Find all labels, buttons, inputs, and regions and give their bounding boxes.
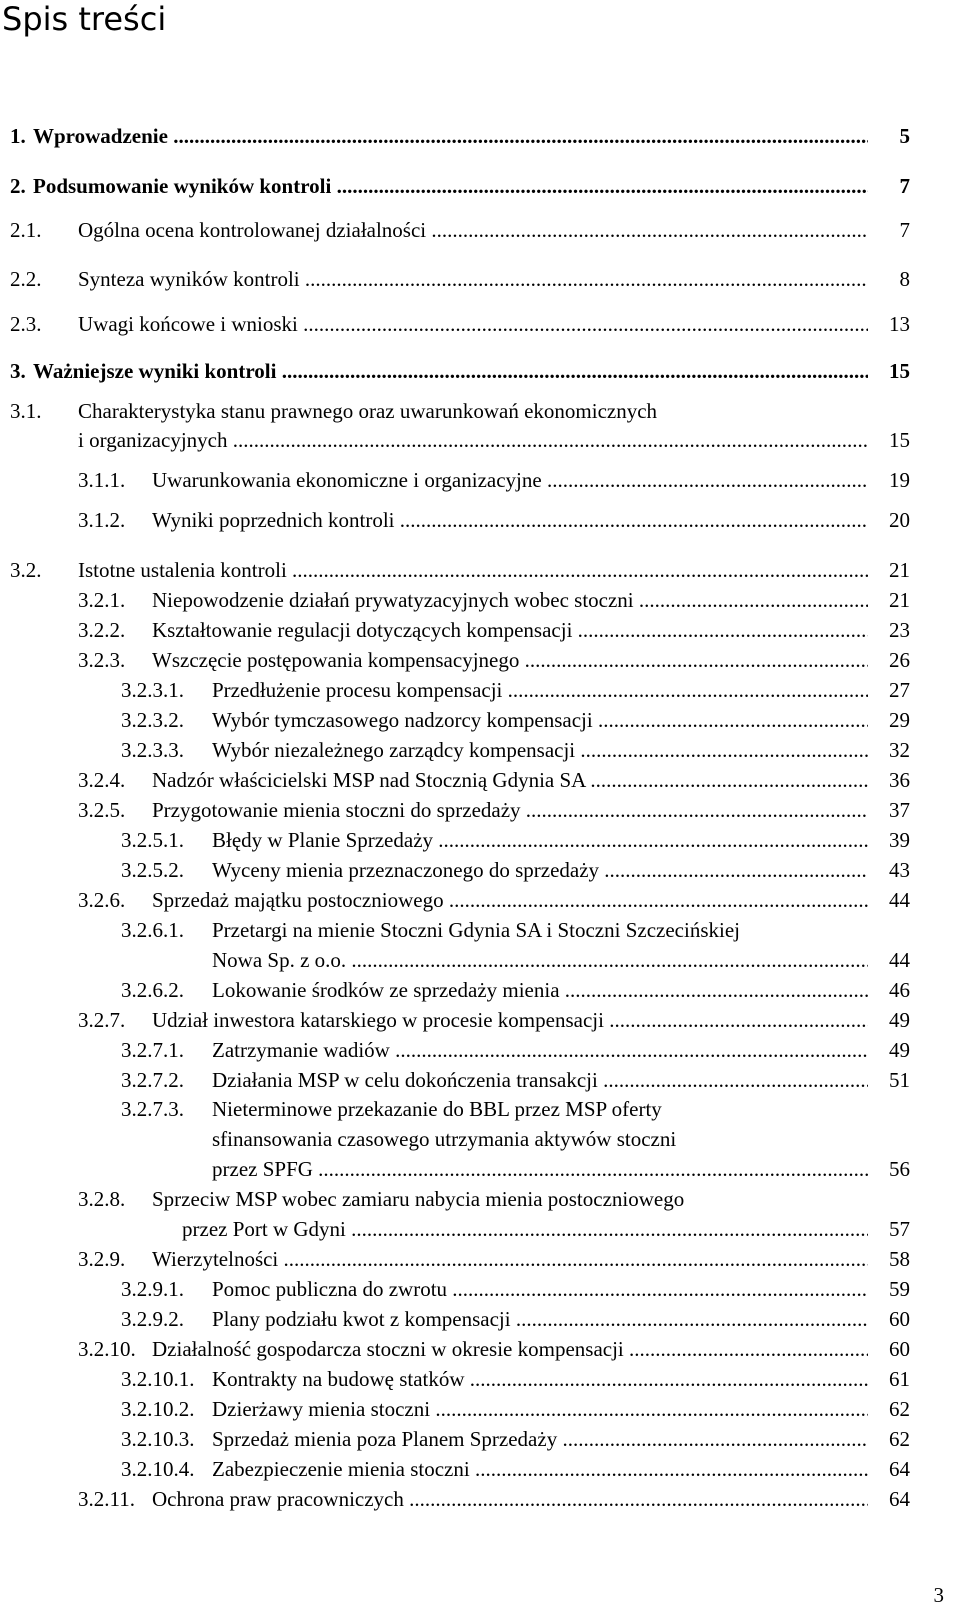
toc-entry-page: 32 xyxy=(889,738,910,762)
toc-entry-page: 51 xyxy=(889,1068,910,1092)
toc-entry[interactable] xyxy=(0,1035,960,1065)
toc-entry[interactable] xyxy=(0,885,960,915)
toc-entry[interactable] xyxy=(0,309,960,339)
toc-entry-title: Sprzeciw MSP wobec zamiaru nabycia mienia postoczniowego xyxy=(152,1187,685,1211)
toc-entry-page: 44 xyxy=(889,888,910,912)
toc-entry-number: 2.3. xyxy=(10,312,42,336)
toc-entry-title: Lokowanie środków ze sprzedaży mienia ..... xyxy=(212,975,868,1005)
toc-entry-number: 3.1. xyxy=(10,399,42,423)
toc-entry-number: 3.2.7.3. xyxy=(121,1097,184,1121)
toc-entry-page: 36 xyxy=(889,768,910,792)
toc-entry-number: 2.2. xyxy=(10,267,42,291)
toc-entry-title: Kształtowanie regulacji dotyczących kompensacji ..... xyxy=(152,615,868,645)
toc-entry[interactable] xyxy=(0,505,960,535)
toc-entry[interactable] xyxy=(0,705,960,735)
toc-entry-title: Przetargi na mienie Stoczni Gdynia SA i Stoczni Szczecińskiej xyxy=(212,918,740,942)
toc-entry-number: 3.2.10.4. xyxy=(121,1457,195,1481)
toc-entry-number: 1. xyxy=(10,124,26,148)
toc-entry-title: Wyniki poprzednich kontroli ..... xyxy=(152,505,868,535)
toc-entry[interactable] xyxy=(0,1364,960,1394)
toc-entry-page: 44 xyxy=(889,948,910,972)
toc-entry-title: Nieterminowe przekazanie do BBL przez MSP oferty xyxy=(212,1097,662,1121)
toc-entry-title: Udział inwestora katarskiego w procesie kompensacji ..... xyxy=(152,1005,868,1035)
toc-entry-number: 3.1.1. xyxy=(78,468,126,492)
toc-entry-number: 3.2.10.3. xyxy=(121,1427,195,1451)
toc-entry-title: Działalność gospodarcza stoczni w okresie kompensacji ..... xyxy=(152,1334,868,1364)
toc-entry[interactable] xyxy=(0,615,960,645)
toc-entry-title: Wszczęcie postępowania kompensacyjnego ..... xyxy=(152,645,868,675)
toc-entry-number: 3. xyxy=(10,359,26,383)
toc-entry-number: 2.1. xyxy=(10,218,42,242)
toc-entry-number: 3.2.5.2. xyxy=(121,858,184,882)
toc-entry-title: Przygotowanie mienia stoczni do sprzedaży ..... xyxy=(152,795,868,825)
toc-entry-title: Kontrakty na budowę statków ..... xyxy=(212,1364,868,1394)
toc-entry-number: 3.2.6.2. xyxy=(121,978,184,1002)
toc-entry-page: 7 xyxy=(899,174,910,198)
toc-entry-title: Synteza wyników kontroli ..... xyxy=(78,264,868,294)
toc-entry-number: 3.2.7.2. xyxy=(121,1068,184,1092)
toc-entry-page: 64 xyxy=(889,1457,910,1481)
toc-entry-title: Uwagi końcowe i wnioski ..... xyxy=(78,309,868,339)
toc-entry-title: Przedłużenie procesu kompensacji ..... xyxy=(212,675,868,705)
toc-entry-number: 3.2. xyxy=(10,558,42,582)
toc-entry[interactable] xyxy=(0,1394,960,1424)
toc-entry-number: 3.2.10.2. xyxy=(121,1397,195,1421)
toc-entry-number: 3.2.3.2. xyxy=(121,708,184,732)
toc-entry-number: 3.2.5.1. xyxy=(121,828,184,852)
toc-entry-title: Sprzedaż majątku postoczniowego ..... xyxy=(152,885,868,915)
page-number: 3 xyxy=(933,1583,944,1607)
toc-entry-title: Podsumowanie wyników kontroli ..... xyxy=(33,171,868,201)
toc-entry-number: 3.2.7. xyxy=(78,1008,126,1032)
toc-entry-title-continued: sfinansowania czasowego utrzymania aktywów stoczni xyxy=(212,1127,677,1151)
toc-entry-number: 3.2.9. xyxy=(78,1247,126,1271)
toc-entry[interactable] xyxy=(0,1484,960,1514)
toc-entry[interactable] xyxy=(0,795,960,825)
toc-entry-title: Niepowodzenie działań prywatyzacyjnych wobec stoczni ..... xyxy=(152,585,868,615)
toc-entry-page: 15 xyxy=(889,359,910,383)
toc-entry-number: 3.2.8. xyxy=(78,1187,126,1211)
toc-entry-number: 3.2.7.1. xyxy=(121,1038,184,1062)
toc-entry-title-continued: Nowa Sp. z o.o. ..... xyxy=(212,945,868,975)
toc-entry-title: Uwarunkowania ekonomiczne i organizacyjne ..... xyxy=(152,465,868,495)
toc-entry-title: Plany podziału kwot z kompensacji ..... xyxy=(212,1304,868,1334)
toc-entry-page: 39 xyxy=(889,828,910,852)
toc-entry[interactable] xyxy=(0,264,960,294)
toc-entry[interactable] xyxy=(0,1244,960,1274)
toc-entry[interactable] xyxy=(0,555,960,585)
toc-entry[interactable] xyxy=(0,356,960,386)
toc-entry-page: 21 xyxy=(889,558,910,582)
toc-entry-title: Błędy w Planie Sprzedaży ..... xyxy=(212,825,868,855)
toc-entry-page: 37 xyxy=(889,798,910,822)
toc-entry-page: 13 xyxy=(889,312,910,336)
toc-entry-title-continued: przez SPFG ..... xyxy=(212,1154,868,1184)
toc-entry-number: 3.1.2. xyxy=(78,508,126,532)
toc-entry[interactable] xyxy=(0,465,960,495)
toc-entry[interactable] xyxy=(0,645,960,675)
toc-entry-title: Ogólna ocena kontrolowanej działalności ..... xyxy=(78,215,868,245)
toc-entry[interactable] xyxy=(0,215,960,245)
toc-entry-title: Charakterystyka stanu prawnego oraz uwarunkowań ekonomicznych xyxy=(78,399,658,423)
toc-entry-title-continued: i organizacyjnych ..... xyxy=(78,425,868,455)
toc-entry-title-continued: przez Port w Gdyni ..... xyxy=(182,1214,868,1244)
toc-entry-page: 56 xyxy=(889,1157,910,1181)
toc-entry-title: Ochrona praw pracowniczych ..... xyxy=(152,1484,868,1514)
toc-entry[interactable] xyxy=(0,1094,960,1184)
toc-entry[interactable] xyxy=(0,1334,960,1364)
toc-entry-page: 26 xyxy=(889,648,910,672)
toc-entry-title: Pomoc publiczna do zwrotu ..... xyxy=(212,1274,868,1304)
toc-entry-page: 27 xyxy=(889,678,910,702)
toc-entry-page: 59 xyxy=(889,1277,910,1301)
toc-entry[interactable] xyxy=(0,1274,960,1304)
toc-entry-page: 64 xyxy=(889,1487,910,1511)
toc-entry-number: 3.2.2. xyxy=(78,618,126,642)
toc-entry-page: 60 xyxy=(889,1307,910,1331)
toc-entry[interactable] xyxy=(0,1454,960,1484)
toc-entry-title: Działania MSP w celu dokończenia transakcji ..... xyxy=(212,1065,868,1095)
toc-entry-number: 3.2.10. xyxy=(78,1337,136,1361)
toc-entry-page: 62 xyxy=(889,1397,910,1421)
toc-entry-page: 8 xyxy=(899,267,910,291)
toc-entry-page: 49 xyxy=(889,1038,910,1062)
toc-entry[interactable] xyxy=(0,1184,960,1244)
toc-entry-number: 3.2.6.1. xyxy=(121,918,184,942)
toc-entry[interactable] xyxy=(0,975,960,1005)
toc-entry[interactable] xyxy=(0,585,960,615)
toc-entry[interactable] xyxy=(0,825,960,855)
toc-entry[interactable] xyxy=(0,396,960,455)
toc-entry[interactable] xyxy=(0,121,960,151)
toc-entry-title: Zatrzymanie wadiów ..... xyxy=(212,1035,868,1065)
toc-entry-page: 5 xyxy=(899,124,910,148)
toc-entry-page: 15 xyxy=(889,428,910,452)
toc-entry-page: 7 xyxy=(899,218,910,242)
toc-entry[interactable] xyxy=(0,1005,960,1035)
toc-entry-title: Sprzedaż mienia poza Planem Sprzedaży ..... xyxy=(212,1424,868,1454)
toc-entry-title: Zabezpieczenie mienia stoczni ..... xyxy=(212,1454,868,1484)
toc-entry-title: Wprowadzenie ..... xyxy=(33,121,868,151)
toc-entry-title: Ważniejsze wyniki kontroli ..... xyxy=(33,356,868,386)
toc-entry[interactable] xyxy=(0,915,960,975)
toc-entry[interactable] xyxy=(0,855,960,885)
toc-entry-title: Wierzytelności ..... xyxy=(152,1244,868,1274)
toc-entry-number: 3.2.1. xyxy=(78,588,126,612)
toc-entry[interactable] xyxy=(0,1304,960,1334)
toc-entry[interactable] xyxy=(0,171,960,201)
toc-entry-page: 29 xyxy=(889,708,910,732)
toc-entry-number: 3.2.9.1. xyxy=(121,1277,184,1301)
toc-entry-page: 62 xyxy=(889,1427,910,1451)
toc-entry-page: 49 xyxy=(889,1008,910,1032)
toc-entry-page: 19 xyxy=(889,468,910,492)
toc-entry-title: Wybór niezależnego zarządcy kompensacji ..... xyxy=(212,735,868,765)
toc-entry-page: 43 xyxy=(889,858,910,882)
toc-entry-title: Nadzór właścicielski MSP nad Stocznią Gdynia SA ..... xyxy=(152,765,868,795)
toc-entry-number: 3.2.10.1. xyxy=(121,1367,195,1391)
toc-entry-page: 21 xyxy=(889,588,910,612)
toc-entry-number: 3.2.5. xyxy=(78,798,126,822)
toc-entry-number: 3.2.11. xyxy=(78,1487,135,1511)
toc-entry-page: 46 xyxy=(889,978,910,1002)
toc-entry-number: 3.2.3.3. xyxy=(121,738,184,762)
toc-entry[interactable] xyxy=(0,1065,960,1095)
toc-entry[interactable] xyxy=(0,765,960,795)
toc-entry-page: 57 xyxy=(889,1217,910,1241)
toc-entry-title: Wyceny mienia przeznaczonego do sprzedaży ..... xyxy=(212,855,868,885)
toc-entry-page: 58 xyxy=(889,1247,910,1271)
toc-entry-number: 3.2.3.1. xyxy=(121,678,184,702)
toc-entry-number: 3.2.3. xyxy=(78,648,126,672)
toc-entry-number: 3.2.9.2. xyxy=(121,1307,184,1331)
toc-entry-title: Wybór tymczasowego nadzorcy kompensacji ..... xyxy=(212,705,868,735)
toc-entry-page: 61 xyxy=(889,1367,910,1391)
toc-entry-page: 60 xyxy=(889,1337,910,1361)
toc-entry[interactable] xyxy=(0,1424,960,1454)
page-title: Spis treści xyxy=(2,0,167,38)
toc-entry[interactable] xyxy=(0,675,960,705)
toc-entry[interactable] xyxy=(0,735,960,765)
toc-entry-page: 23 xyxy=(889,618,910,642)
toc-entry-title: Istotne ustalenia kontroli ..... xyxy=(78,555,868,585)
toc-entry-number: 3.2.4. xyxy=(78,768,126,792)
toc-entry-number: 3.2.6. xyxy=(78,888,126,912)
toc-entry-number: 2. xyxy=(10,174,26,198)
toc-entry-title: Dzierżawy mienia stoczni ..... xyxy=(212,1394,868,1424)
toc-entry-page: 20 xyxy=(889,508,910,532)
